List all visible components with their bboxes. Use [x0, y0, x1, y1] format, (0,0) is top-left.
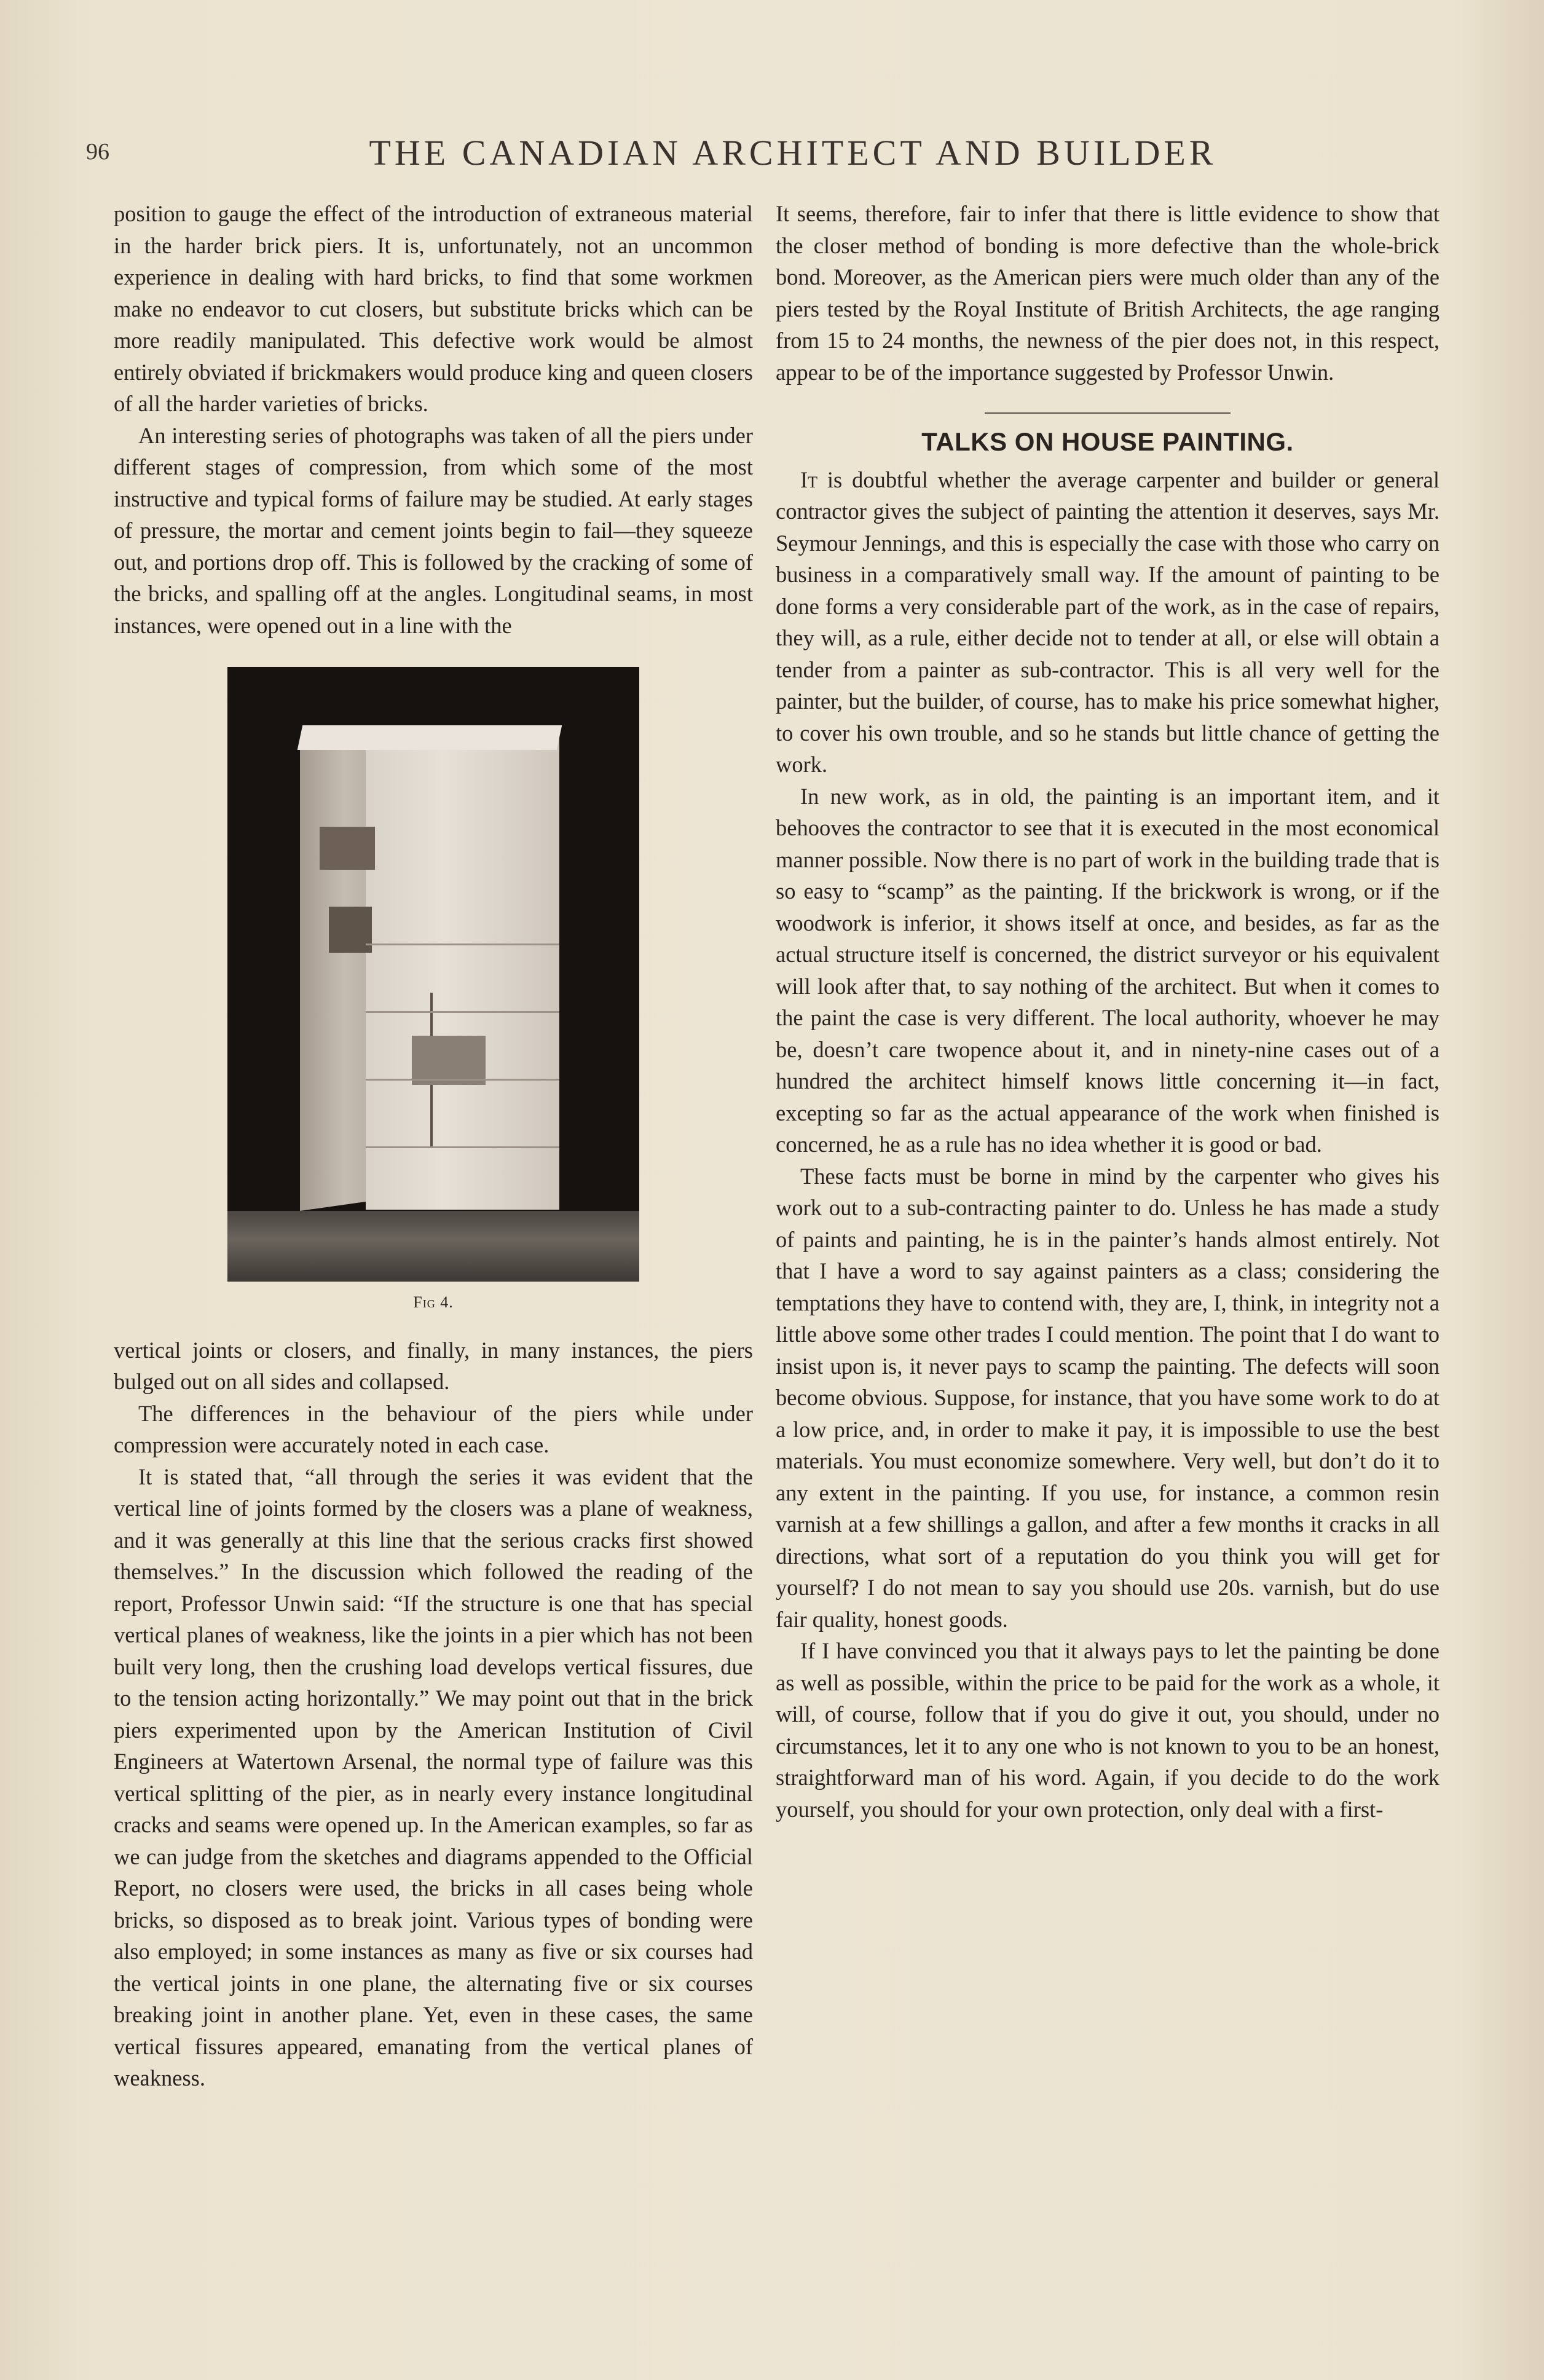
testing-machine-base [227, 1211, 639, 1282]
pier-side-face [300, 730, 374, 1211]
pier-front-face [366, 733, 559, 1210]
mortar-joint [366, 1079, 559, 1081]
spalled-brick [329, 907, 372, 953]
pier-photograph [227, 667, 639, 1282]
page-header [86, 132, 1500, 181]
running-title: THE CANADIAN ARCHITECT AND BUILDER [369, 133, 1217, 173]
spalled-brick [412, 1036, 486, 1085]
right-column [776, 198, 1440, 1825]
paragraph: If I have convinced you that it always pays to let the painting be done as well as possible, within the price to be paid for the work as a whole, it will, of course, follow that if you do give it out, you should, under no circumstances, let it to any one who is not known to you to be an honest, straightforward man of his word. Again, if you decide to do the work yourself, you should for your own protection, only deal with a first- [776, 1638, 1440, 1822]
paragraph: vertical joints or closers, and finally, in many instances, the piers bulged out on all sides and collapsed. [114, 1337, 753, 1394]
paragraph-text: is doubtful whether the average carpenter and builder or general contractor gives the subject of painting the attention it deserves, says Mr. Seymour Jennings, and this is especially the case with those who carry on business in a comparatively small way. If the amount of painting to be done forms a very considerable part of the work, as in the case of repairs, they will, as a rule, either decide not to tender at all, or else will obtain a tender from a painter as sub-contractor. This is all very well for the painter, but the builder, of course, has to make his price somewhat higher, to cover his own trouble, and so he stands but little chance of getting the work. [776, 467, 1440, 777]
paragraph: It seems, therefore, fair to infer that there is little evidence to show that the closer method of bonding is more defective than the whole-brick bond. Moreover, as the American piers were much older than any of the piers tested by the Royal Institute of British Architects, the age ranging from 15 to 24 months, the newness of the pier does not, in this respect, appear to be of the importance suggested by Professor Unwin. [776, 201, 1440, 385]
mortar-joint [366, 944, 559, 945]
section-title: TALKS ON HOUSE PAINTING. [921, 427, 1294, 456]
paragraph: It is stated that, “all through the series it was evident that the vertical line of joints formed by the closers was a plane of weakness, and it was generally at this line that the serious cracks first showed themselves.” In the discussion which followed the reading of the report, Professor Unwin said: “If the structure is one that has special vertical planes of weakness, like the joints in a pier which has not been built very long, then the crushing load develops vertical fissures, due to the tension acting horizontally.” We may point out that in the brick piers experimented upon by the American Institution of Civil Engineers at Watertown Arsenal, the normal type of failure was this vertical splitting of the pier, as in nearly every instance longitudinal cracks and seams were opened up. In the American examples, so far as we can judge from the sketches and diagrams appended to the Official Report, no closers were used, the bricks in all cases being whole bricks, so disposed as to break joint. Various types of bonding were also employed; in some instances as many as five or six courses had the vertical joints in one plane, the alternating five or six courses breaking joint in another plane. Yet, even in these cases, the same vertical fissures appeared, emanating from the vertical planes of weakness. [114, 1464, 753, 2090]
paragraph: In new work, as in old, the painting is an important item, and it behooves the contractor to see that it is executed in the most economical manner possible. Now there is no part of work in the building trade that is so easy to “scamp” as the painting. If the brickwork is wrong, or if the woodwork is inferior, it shows itself at once, and besides, as far as the actual structure itself is concerned, the district surveyor or his equivalent will look after that, to say nothing of the architect. But when it comes to the paint the case is very different. The local authority, whoever he may be, doesn’t care twopence about it, and in ninety-nine cases out of a hundred the architect himself knows little concerning it—in fact, excepting so far as the actual appearance of the work when finished is concerned, he as a rule has no idea whether it is good or bad. [776, 783, 1440, 1157]
paragraph [776, 464, 1440, 781]
section-divider [985, 412, 1231, 414]
figure-caption: Fig 4. [413, 1293, 454, 1311]
page-number: 96 [86, 139, 109, 165]
drop-word: It [800, 467, 818, 492]
paragraph: These facts must be borne in mind by the carpenter who gives his work out to a sub-contracting painter to do. Unless he has made a study of paints and painting, he is in the painter’s hands almost entirely. Not that I have a word to say against painters as a class; considering the temptations they have to contend with, they are, I, think, in integrity not a little above some other trades I could mention. The point that I do want to insist upon is, it never pays to scamp the painting. The defects will soon become obvious. Suppose, for instance, that you have some work to do at a low price, and, in order to make it pay, it is impossible to use the best materials. You must economize somewhere. Very well, but don’t do it to any extent in the painting. If you use, for instance, a common resin varnish at a few shillings a gallon, and after a few months it cracks in all directions, what sort of a reputation do you think you will get for yourself? I do not mean to say you should use 20s. varnish, but do use fair quality, honest goods. [776, 1163, 1440, 1632]
paragraph: An interesting series of photographs was taken of all the piers under different stages of compression, from which some of the most instructive and typical forms of failure may be studied. At early stages of pressure, the mortar and cement joints begin to fail—they squeeze out, and portions drop off. This is followed by the cracking of some of the bricks, and spalling off at the angles. Longitudinal seams, in most instances, were opened out in a line with the [114, 422, 753, 638]
paragraph: The differences in the behaviour of the piers while under compression were accurately noted in each case. [114, 1400, 753, 1457]
spalled-brick [320, 827, 375, 870]
mortar-joint [366, 1011, 559, 1013]
figure-4 [227, 667, 639, 1318]
mortar-joint [366, 1146, 559, 1148]
paragraph: position to gauge the effect of the introduction of extraneous material in the harder brick piers. It is, unfortunately, not an uncommon experience in dealing with hard bricks, to find that some workmen make no endeavor to cut closers, but substitute bricks which can be more readily manipulated. This defective work would be almost entirely obviated if brickmakers would produce king and queen closers of all the harder varieties of bricks. [114, 201, 753, 416]
left-column [114, 198, 753, 2094]
pier-top-face [297, 725, 562, 750]
